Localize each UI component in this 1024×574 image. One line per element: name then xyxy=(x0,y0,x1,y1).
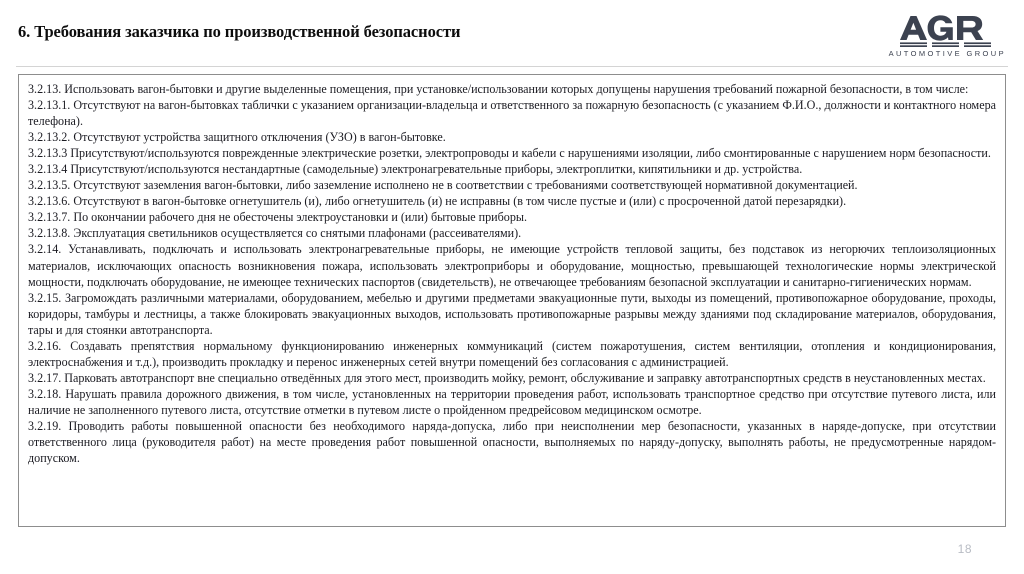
paragraph: 3.2.13.4 Присутствуют/используются нестандартные (самодельные) электронагревательные приборы, электроплитки, кипятильники и др. устройства. xyxy=(28,162,803,177)
slide-header xyxy=(0,0,1024,68)
paragraph: 3.2.18. Нарушать правила дорожного движения, в том числе, установленных на территории проведения работ, использовать транспортное средство при отсутствие путевого листа, или наличие не заполненного путевого листа, отсутствие отметки в путевом листе о пройденном предрейсовом медицинском осмотре. xyxy=(28,386,996,417)
paragraph: 3.2.13.8. Эксплуатация светильников осуществляется со снятыми плафонами (рассеивателями). xyxy=(28,226,522,241)
paragraph: 3.2.13.7. По окончании рабочего дня не обесточены электроустановки и (или) бытовые приборы. xyxy=(28,210,528,225)
agr-logo xyxy=(858,14,1008,58)
paragraph: 3.2.13.1. Отсутствуют на вагон-бытовках таблички с указанием организации-владельца и ответственного за пожарную безопасность (с указанием Ф.И.О., должности и контактного номера телефона). xyxy=(28,98,996,129)
paragraph: 3.2.14. Устанавливать, подключать и использовать электронагревательные приборы, не имеющие устройств тепловой защиты, без подставок из негорючих теплоизоляционных материалов, исключающих опасность возникновения пожара, использовать электроприборы и оборудование, мощностью, превышающей технологические нормы электрической мощности, подключать оборудование, не имеющее технических паспортов (свидетельств), не отвечающее требованиям безопасной эксплуатации и санитарно-гигиенических нормам. xyxy=(28,242,996,289)
header-divider xyxy=(16,66,1008,67)
paragraph: 3.2.16. Создавать препятствия нормальному функционированию инженерных коммуникаций (систем пожаротушения, систем вентиляции, отопления и кондиционирования, электроснабжения и т.д.), производить прокладку и перенос инженерных сетей внутри помещений без согласования с администрацией. xyxy=(28,338,996,369)
paragraph: 3.2.13.6. Отсутствуют в вагон-бытовке огнетушитель (и), либо огнетушитель (и) не исправны (в том числе пустые и (или) с просроченной датой перезарядки). xyxy=(28,194,847,209)
agr-logo-tagline: AUTOMOTIVE GROUP xyxy=(888,49,1006,58)
paragraph: 3.2.17. Парковать автотранспорт вне специально отведённых для этого мест, производить мойку, ремонт, обслуживание и заправку автотранспортных средств в неустановленных местах. xyxy=(28,370,986,385)
page-number: 18 xyxy=(957,542,972,556)
content-box xyxy=(18,74,1006,527)
paragraph: 3.2.13.3 Присутствуют/используются поврежденные электрические розетки, электропроводы и кабели с нарушениями изоляции, либо смонтированные с нарушением норм безопасности. xyxy=(28,146,991,161)
page-title: 6. Требования заказчика по производственной безопасности xyxy=(18,22,461,41)
paragraph: 3.2.13.2. Отсутствуют устройства защитного отключения (УЗО) в вагон-бытовке. xyxy=(28,130,446,145)
paragraph: 3.2.13. Использовать вагон-бытовки и другие выделенные помещения, при установке/использовании которых допущены нарушения требований пожарной безопасности, в том числе: xyxy=(28,82,969,96)
agr-logo-icon xyxy=(896,14,1008,48)
paragraph: 3.2.15. Загромождать различными материалами, оборудованием, мебелью и другими предметами эвакуационные пути, выходы из помещений, противопожарное оборудование, проходы, коридоры, тамбуры и лестницы, а также блокировать эвакуационных выходов, использовать противопожарные разрывы между зданиями под складирование материалов, оборудования, тары и для стоянки автотранспорта. xyxy=(28,290,996,337)
paragraph: 3.2.19. Проводить работы повышенной опасности без необходимого наряда-допуска, либо при неисполнении мер безопасности, указанных в наряде-допуске, при отсутствии ответственного лица (руководителя работ) на месте проведения работ повышенной опасности, выполняемых по наряду-допуску, выполнять работы, не предусмотренные нарядом-допуском. xyxy=(28,418,996,466)
paragraph: 3.2.13.5. Отсутствуют заземления вагон-бытовки, либо заземление исполнено не в соответствии с требованиями соответствующей нормативной документацией. xyxy=(28,178,858,193)
